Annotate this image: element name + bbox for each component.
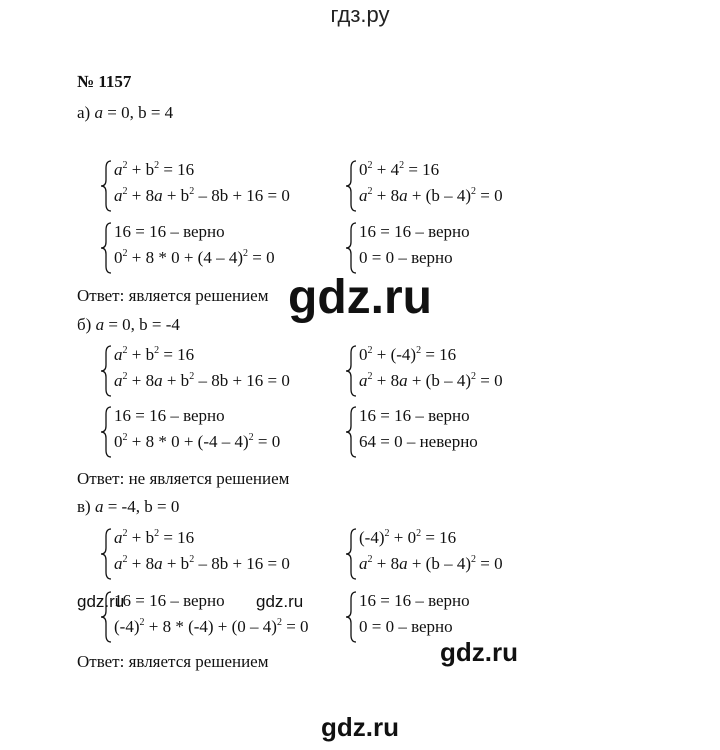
brace-icon — [345, 528, 359, 580]
brace-icon — [100, 406, 114, 458]
watermark-small-left: gdz.ru — [77, 592, 125, 611]
exercise-number: № 1157 — [77, 72, 132, 91]
brace-icon — [100, 528, 114, 580]
brace-icon — [100, 345, 114, 397]
brace-icon — [345, 160, 359, 212]
watermark-large: gdz.ru — [288, 271, 432, 324]
part-b-condition: б) a = 0, b = -4 — [77, 315, 180, 334]
brace-icon — [100, 160, 114, 212]
part-a-answer: Ответ: является решением — [77, 286, 269, 305]
watermark-small-middle: gdz.ru — [256, 592, 304, 611]
watermark-medium: gdz.ru — [440, 637, 518, 667]
brace-icon — [345, 406, 359, 458]
part-b-answer: Ответ: не является решением — [77, 469, 290, 488]
brace-icon — [100, 222, 114, 274]
part-c-answer: Ответ: является решением — [77, 652, 269, 671]
brace-icon — [345, 591, 359, 643]
part-c-condition: в) a = -4, b = 0 — [77, 497, 180, 516]
brace-icon — [345, 222, 359, 274]
brace-icon — [345, 345, 359, 397]
part-a-condition: а) a = 0, b = 4 — [77, 103, 174, 122]
site-title: гдз.ру — [330, 2, 390, 27]
watermark-bottom: gdz.ru — [321, 712, 399, 742]
